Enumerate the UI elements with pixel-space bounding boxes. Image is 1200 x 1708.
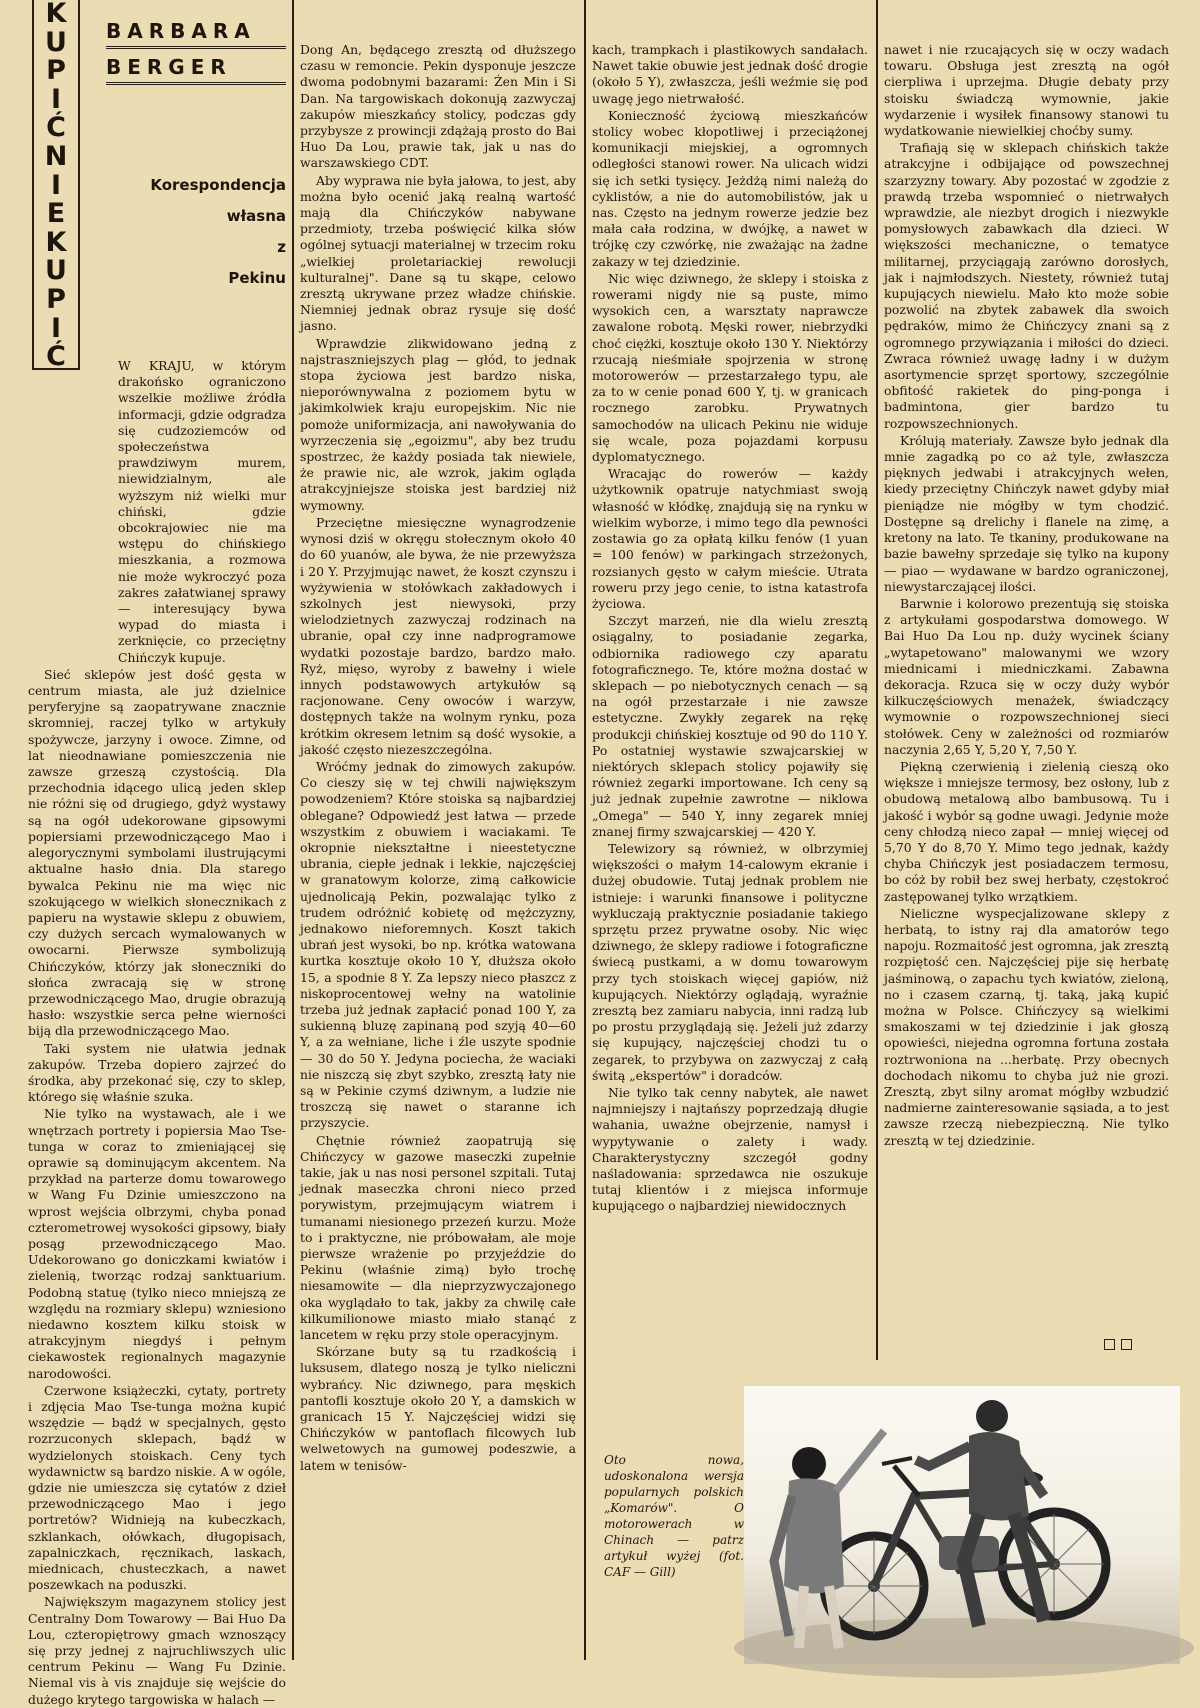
author-last-name: BERGER xyxy=(106,54,286,85)
paragraph: Nieliczne wyspecjalizowane sklepy z herbatą, to istny raj dla amatorów tego napoju. Rozmaitość jest ogromna, jak zresztą rozpiętość cen. Najczęściej pije się herbatę jaśminową, o zapachu tych kwiatów, zieloną, no i czasem czarną, tj. taką, jaką kupić można w Polsce. Chińczycy są wielkimi smakoszami w tej dziedzinie i jak głoszą opowieści, niejedna ogromna fortuna została roztrwoniona na ...herbatę. Przy obecnych dochodach nikomu to chyba już nie grozi. Zresztą, zbyt silny aromat mógłby wzbudzić nadmierne zainteresowanie sąsiada, a to jest zawsze rzeczą niebezpieczną. Nie tylko zresztą w tej dziedzinie. xyxy=(884,905,1169,1148)
paragraph: Wróćmy jednak do zimowych zakupów. Co cieszy się w tej chwili największym powodzeniem? Które stoiska są najbardziej oblegane? Odpowiedź jest łatwa — przede wszystkim z obuwiem i waciakami. Te okropnie niekształtne i nieestetyczne ubrania, ciepłe jednak i lekkie, najczęściej w granatowym kolorze, zimą całkowicie ujednolicają Pekin, pozwalając tylko z trudem odróżnić kobietę od mężczyzny, jednakowo nieforemnych. Koszt takich ubrań jest wysoki, bo np. krótka watowana kurtka kosztuje około 10 Y, dłuższa około 15, a spodnie 8 Y. Za lepszy nieco płaszcz z niskoprocentowej wełny na watolinie trzeba już jednak zapłacić ponad 100 Y, za sukienną bluzę zapinaną pod szyją 40—60 Y, a za wełniane, liche i źle uszyte spodnie — 30 do 50 Y. Jedyna pociecha, że waciaki nie niszczą się zbyt szybko, zresztą łaty nie są w Pekinie czymś dziwnym, a ludzie nie troszczą się nawet o staranne ich przyszycie. xyxy=(300,758,576,1131)
kicker-letter: P xyxy=(46,55,66,87)
paragraph: kach, trampkach i plastikowych sandałach. Nawet takie obuwie jest jednak dość drogie (około 5 Y), zwłaszcza, jeśli weźmie się pod uwagę jego nietrwałość. xyxy=(592,42,868,106)
end-mark-icon xyxy=(1121,1339,1132,1350)
article-column-3 xyxy=(592,42,868,1360)
paragraph: Nie tylko tak cenny nabytek, ale nawet najmniejszy i najtańszy poprzedzają długie wahania, uważne obejrzenie, namysł i wypytywanie o zalety i wady. Charakterystyczny szczegół godny naśladowania: sprzedawca nie oszukuje tutaj klientów i z miejsca informuje kupującego o najbardziej niewidocznych xyxy=(592,1085,868,1214)
kicker-title xyxy=(32,0,80,373)
paragraph: Trafiają się w sklepach chińskich także atrakcyjne i odbijające od powszechnej szarzyzny towary. Aby pozostać w zgodzie z prawdą trzeba wspomnieć o nietrwałych wprawdzie, ale niezbyt drogich i niezwykle pomysłowych zabawkach dla dzieci. W większości mechaniczne, o tematyce militarnej, przyciągają zarówno dorosłych, jak i najmłodszych. Niestety, również tutaj kupujących niewielu. Mało kto może sobie pozwolić na zbytek zabawek dla swoich pędraków, mimo że Chińczycy znani są z ogromnego przywiązania i miłości do dzieci. Zwraca również uwagę ładny i w dużym asortymencie sprzęt sportowy, szczególnie obfitość rakietek do ping-ponga i badmintona, gier bardzo tu rozpowszechnionych. xyxy=(884,140,1169,431)
article-column-2 xyxy=(300,42,576,1654)
paragraph: Telewizory są również, w olbrzymiej większości o małym 14-calowym ekranie i dużej obudowie. Tutaj jednak problem nie istnieje: i warunki finansowe i polityczne wykluczają praktycznie posiadanie takiego sprzętu przez prywatne osoby. Nic więc dziwnego, że sklepy radiowe i fotograficzne świecą pustkami, a w domu towarowym przy tych stoiskach więcej gapiów, niż kupujących. Niektórzy oglądają, wyraźnie zresztą bez zamiaru nabycia, inni radzą lub po prostu przyglądają się. Jeżeli już zdarzy się kupujący, najczęściej chodzi tu o zegarek, to przybywa on zazwyczaj z całą świtą „ekspertów" i doradców. xyxy=(592,840,868,1083)
end-mark-icon xyxy=(1104,1339,1115,1350)
paragraph: Królują materiały. Zawsze było jednak dla mnie zagadką po co aż tyle, zwłaszcza pięknych jedwabi i atrakcyjnych wełen, kiedy przeciętny Chińczyk nawet gdyby miał pieniądze nie mógłby w tym chodzić. Dostępne są drelichy i flanele na zimę, a kretony na lato. Te tkaniny, produkowane na bazie bawełny sprzedaje się tylko na kupony — piao — wydawane w bardzo ograniczonej, niewystarczającej ilości. xyxy=(884,432,1169,594)
moped-photo xyxy=(744,1386,1180,1664)
paragraph: Dong An, będącego zresztą od dłuższego czasu w remoncie. Pekin dysponuje jeszcze dwoma podobnymi bazarami: Żen Min i Si Dan. Na targowiskach dokonują zazwyczaj zakupów mieszkańcy stolicy, podczas gdy przybysze z prowincji zdążają prosto do Bai Huo Da Lou, prawie tak, jak u nas do warszawskiego CDT. xyxy=(300,42,576,171)
photo-caption xyxy=(604,1452,744,1580)
kicker-letter: N xyxy=(44,141,68,173)
kicker-letter: E xyxy=(46,198,66,230)
author-first-name: BARBARA xyxy=(106,18,286,49)
moped-photo-illustration xyxy=(744,1386,1180,1664)
paragraph: Barwnie i kolorowo prezentują się stoiska z artykułami gospodarstwa domowego. W Bai Huo Da Lou np. duży wycinek ściany „wytapetowano" malowanymi we wzory miednicami i miedniczkami. Zabawna dekoracja. Rzuca się w oczy duży wybór kilkuczęściowych menażek, świadczący wymownie o rozpowszechnionej sieci stołówek. Ceny w zależności od rozmiarów naczynia 2,65 Y, 5,20 Y, 7,50 Y. xyxy=(884,595,1169,757)
paragraph: Przeciętne miesięczne wynagrodzenie wynosi dziś w okręgu stołecznym około 40 do 60 yuanów, ale bywa, że nie przewyższa i 20 Y. Przyjmując nawet, że koszt czynszu i wyżywienia w stołówkach zakładowych i szkolnych jest niewysoki, przy wielodzietnych zazwyczaj rodzinach na ubranie, opał czy inne nadprogramowe wydatki pozostaje bardzo, bardzo mało. Ryż, mięso, wyroby z bawełny i wiele innych podstawowych artykułów są racjonowane. Ceny owoców i warzyw, dostępnych także na wolnym rynku, poza krótkim okresem letnim są dość wysokie, a jakość często niezeszczególna. xyxy=(300,514,576,757)
article-column-4 xyxy=(884,42,1169,1347)
subhead-line: z xyxy=(277,238,286,256)
paragraph: Wprawdzie zlikwidowano jedną z najstraszniejszych plag — głód, to jednak stopa życiowa jest bardzo niska, nieporównywalna z poziomem bytu w jakimkolwiek kraju europejskim. Nic nie pomoże uniformizacja, ani nawoływania do wyrzeczenia się „egoizmu", aby bez trudu spostrzec, że każdy posiada tak niewiele, że prawie nic, ale wzrok, jakim ogląda atrakcyjniejsze stoiska jest bardziej niż wymowny. xyxy=(300,335,576,513)
paragraph: Konieczność życiową mieszkańców stolicy wobec kłopotliwej i przeciążonej komunikacji miejskiej, a ogromnych odległości stanowi rower. Na ulicach widzi się ich setki tysięcy. Jeżdżą nimi należą do cyklistów, a nie do automobilistów, jak u nas. Często na jednym rowerze jedzie bez mała cała rodzina, w dwójkę, a nawet w trójkę czy czwórkę, nie zważając na żadne zakazy w tej dziedzinie. xyxy=(592,107,868,269)
paragraph: nawet i nie rzucających się w oczy wadach towaru. Obsługa jest zresztą na ogół cierpliwa i uprzejma. Długie debaty przy stoisku świadczą wymownie, jakie wydarzenie i wysiłek finansowy stanowi tu wydatkowanie niewielkiej choćby sumy. xyxy=(884,42,1169,139)
caption-text: Oto nowa, udoskonalona wersja popularnych polskich „Komarów". O motorowerach w Chinach — patrz artykuł wyżej (fot. CAF — Gill) xyxy=(604,1453,744,1579)
subhead-line: Pekinu xyxy=(228,269,286,287)
kicker-letter: Ć xyxy=(46,341,66,373)
kicker-letter: U xyxy=(45,255,67,287)
paragraph: Nie tylko na wystawach, ale i we wnętrzach portrety i popiersia Mao Tse-tunga w coraz to zmieniającej się oprawie są dominującym akcentem. Na przykład na parterze domu towarowego w Wang Fu Dzinie umieszczono na wprost wejścia olbrzymi, chyba ponad czterometrowej wysokości gipsowy, biały posąg przewodniczącego Mao. Udekorowano go doniczkami kwiatów i zielenią, tworząc rodzaj sanktuarium. Podobną statuę (tylko nieco mniejszą ze względu na rozmiary sklepu) wzniesiono niedawno kosztem kilku stoisk w atrakcyjnym niegdyś i pełnym ciekawostek regionalnych magazynie narodowości. xyxy=(28,1106,286,1381)
article-column-1 xyxy=(28,358,286,1707)
kicker-letter: I xyxy=(50,169,62,201)
paragraph: Największym magazynem stolicy jest Centralny Dom Towarowy — Bai Huo Da Lou, czteropiętrowy gmach wznoszący się przy jednej z najruchliwszych ulic centrum Pekinu — Wang Fu Dzinie. Niemal vis à vis znajduje się wejście do dużego krytego targowiska w halach — xyxy=(28,1594,286,1707)
paragraph: Wracając do rowerów — każdy użytkownik opatruje natychmiast swoją własność w kłódkę, znajdują się na rynku w wielkim wyborze, i mimo tego dla pewności zostawia go za opłatą kilku fenów (1 yuan = 100 fenów) w parkingach strzeżonych, rozsianych gęsto w całym mieście. Utrata roweru przy jego cenie, to istna katastrofa życiowa. xyxy=(592,466,868,611)
kicker-letter: P xyxy=(46,284,66,316)
subhead-line: własna xyxy=(226,207,286,225)
paragraph: Skórzane buty są tu rzadkością i luksusem, dlatego noszą je tylko nieliczni wybrańcy. Nic dziwnego, para męskich pantofli kosztuje około 20 Y, a damskich w granicach 15 Y. Najczęściej widzi się Chińczyków w pantoflach filcowych lub welwetowych na gumowej podeszwie, a latem w tenisów- xyxy=(300,1344,576,1473)
paragraph: Aby wyprawa nie była jałowa, to jest, aby można było ocenić jaką realną wartość mają dla Chińczyków nabywane przedmioty, trzeba poświęcić kilka słów ogólnej sytuacji materialnej w trzecim roku „wielkiej proletariackiej rewolucji kulturalnej". Dane są tu skąpe, celowo zresztą ukrywane przez władze chińskie. Niemniej jednak obraz rysuje się dość jasno. xyxy=(300,172,576,334)
kicker-letter: I xyxy=(50,312,62,344)
paragraph: Nic więc dziwnego, że sklepy i stoiska z rowerami nigdy nie są puste, mimo wysokich cen, a warsztaty naprawcze zawalone robotą. Męski rower, niebrzydki choć ciężki, kosztuje około 130 Y. Niektórzy rzucają nieśmiałe spojrzenia w stronę motorowerów — przestarzałego typu, ale za to w cenie ponad 600 Y, tj. w granicach rocznego zarobku. Prywatnych samochodów na ulicach Pekinu nie widuje się wcale, poza pojazdami korpusu dyplomatycznego. xyxy=(592,270,868,465)
column-rule xyxy=(292,0,294,1660)
paragraph: Sieć sklepów jest dość gęsta w centrum miasta, ale już dzielnice peryferyjne są zaopatrywane znacznie skromniej, raczej tylko w artykuły spożywcze, jarzyny i owoce. Zimne, od lat nieodnawiane pomieszczenia nie zawsze grzeszą czystością. Dla przechodnia idącego ulicą jeden sklep nie różni się od drugiego, gdyż wystawy są na ogół udekorowane gipsowymi popiersiami przewodniczącego Mao i alegorycznymi symbolami ilustrującymi aktualne hasło dnia. Dla starego bywalca Pekinu nie ma więc nic szokującego w wielkich słonecznikach z papieru na wystawie sklepu z obuwiem, czy dużych sercach wymalowanych w owocarni. Pierwsze symbolizują Chińczyków, którzy jak słoneczniki do słońca zwracają się w stronę przewodniczącego Mao, drugie obrazują hasło: wszystkie serca pełne wierności biją dla przewodniczącego Mao. xyxy=(28,666,286,1039)
kicker-letter: I xyxy=(50,83,62,115)
kicker-letter: K xyxy=(45,0,67,29)
subhead-line: Korespondencja xyxy=(150,176,286,194)
paragraph: Taki system nie ułatwia jednak zakupów. Trzeba dopiero zajrzeć do środka, aby przekonać się, czy to sklep, którego się właśnie szuka. xyxy=(28,1040,286,1105)
paragraph: Chętnie również zaopatrują się Chińczycy w gazowe maseczki zupełnie takie, jak u nas nosi personel szpitali. Tutaj jednak maseczka chroni nieco przed porywistym, przejmującym wiatrem i tumanami niesionego przezeń kurzu. Może to i praktyczne, nie próbowałam, ale moje pierwsze wrażenie po przyjeździe do Pekinu (właśnie zimą) było trochę niesamowite — dla nieprzyzwyczajonego oka wyglądało to tak, jakby za chwilę całe kilkumilionowe miasto miało stanąć z lancetem w ręku przy stole operacyjnym. xyxy=(300,1132,576,1343)
dateline-subhead xyxy=(96,170,286,294)
column-rule xyxy=(876,0,878,1360)
man-head-icon xyxy=(976,1400,1008,1432)
column-rule xyxy=(584,0,586,1660)
paragraph: W KRAJU, w którym drakońsko ograniczono wszelkie możliwe źródła informacji, gdzie odgradza się cudzoziemców od społeczeństwa prawdziwym murem, niewidzialnym, ale wyższym niż wielki mur chiński, gdzie obcokrajowiec nie ma wstępu do chińskiego mieszkania, a rozmowa nie może wykroczyć poza zakres załatwianej sprawy — interesujący bywa wypad do miasta i zerknięcie, co przeciętny Chińczyk kupuje. xyxy=(118,358,286,665)
paragraph: Piękną czerwienią i zielenią cieszą oko większe i mniejsze termosy, bez osłony, lub z obudową metalową albo bambusową. Tu i jakość i wybór są godne uwagi. Jedynie może ceny chłodzą nieco zapał — mniej więcej od 5,70 Y do 8,70 Y. Mimo tego jednak, każdy chyba Chińczyk jest posiadaczem termosu, bo cóż by robił bez swej herbaty, częstokroć zastępowanej tylko wrzątkiem. xyxy=(884,758,1169,904)
end-marks xyxy=(1098,1334,1132,1353)
kicker-letter: K xyxy=(45,226,67,258)
kicker-letter: Ć xyxy=(46,112,66,144)
kicker-letter: U xyxy=(45,26,67,58)
author-name xyxy=(106,18,286,90)
paragraph: Szczyt marzeń, nie dla wielu zresztą osiągalny, to posiadanie zegarka, odbiornika radiowego czy aparatu fotograficznego. Te, które można dostać w sklepach — po niebotycznych cenach — są na ogół przestarzałe i nie zawsze estetyczne. Zwykły zegarek na rękę produkcji chińskiej kosztuje od 90 do 110 Y. Po ostatniej wystawie szwajcarskiej w niektórych sklepach stolicy pojawiły się również zegarki importowane. Ich ceny są już jednak zupełnie zawrotne — niklowa „Omega" — 540 Y, inny zegarek mniej znanej firmy szwajcarskiej — 420 Y. xyxy=(592,613,868,839)
paragraph: Czerwone książeczki, cytaty, portrety i zdjęcia Mao Tse-tunga można kupić wszędzie — bądź w specjalnych, gęsto rozrzuconych sklepach, bądź w wydzielonych stoiskach. Ceny tych wydawnictw są bardzo niskie. A w ogóle, gdzie nie umieszcza się cytatów z dzieł przewodniczącego Mao i jego portretów? Widnieją na kubeczkach, szklankach, ołówkach, długopisach, zapalniczkach, ręcznikach, laskach, miednicach, chusteczkach, a nawet poszewkach na poduszki. xyxy=(28,1382,286,1593)
woman-head-icon xyxy=(792,1447,826,1481)
